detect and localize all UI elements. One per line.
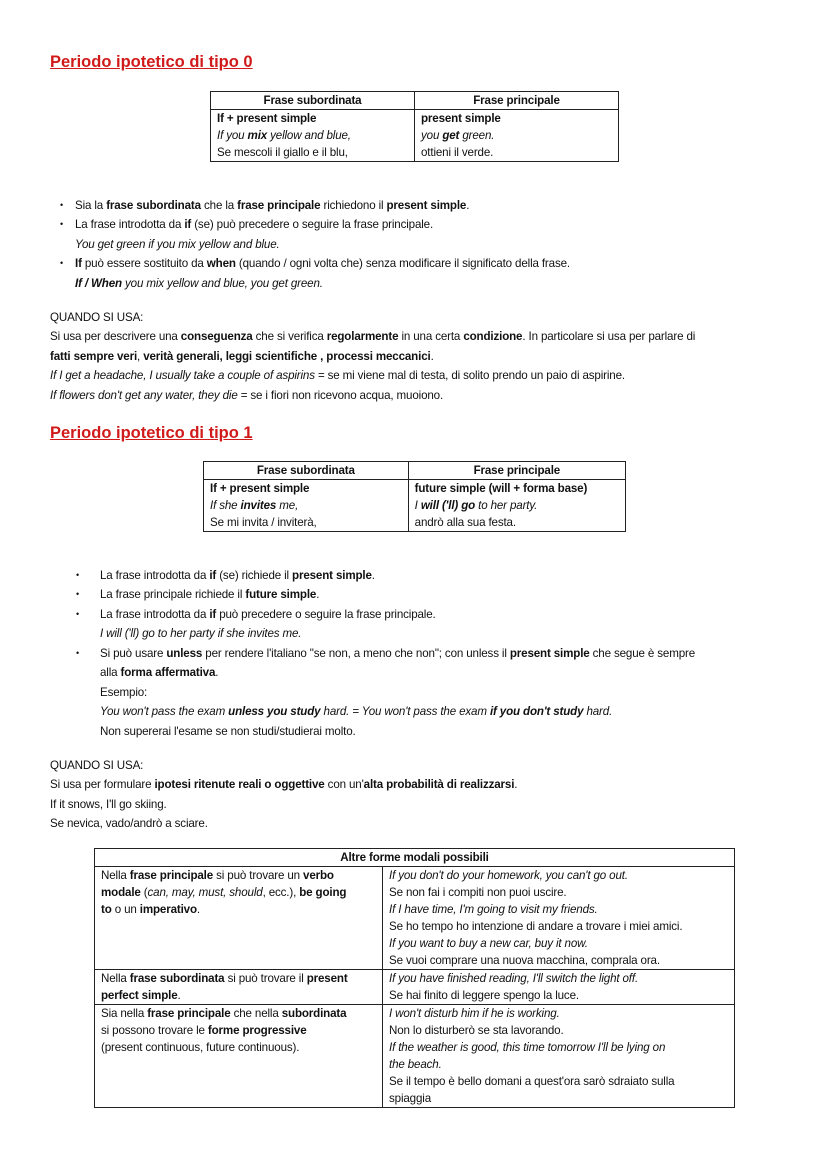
text-run: fatti sempre veri (50, 350, 138, 363)
text-run: . (215, 666, 219, 679)
text-run: forme progressive (207, 1024, 307, 1037)
text-run: frase subordinata (106, 199, 201, 212)
text-run: If flowers don't get any water, they die (50, 389, 238, 402)
table-cell (383, 867, 735, 970)
cell-line (421, 110, 612, 127)
text-run: regolarmente (326, 330, 399, 343)
table-cell (415, 110, 619, 162)
text-run: If you (217, 129, 248, 142)
usage-text (50, 366, 625, 385)
cell-line (389, 987, 728, 1004)
text-run: I (414, 499, 421, 512)
text-run: frase principale (147, 1007, 231, 1020)
text-run: I will ('ll) go to her party if she invites me. (100, 627, 302, 640)
table-cell (95, 970, 383, 1005)
example-text (75, 274, 323, 293)
text-run: when (206, 257, 236, 270)
table-cell (211, 110, 415, 162)
text-run: (quando / ogni volta che) senza modificare il significato della frase. (235, 257, 570, 270)
text-run: (se) può precedere o seguire la frase principale. (191, 218, 434, 231)
usage-text (50, 795, 167, 814)
text-run: alla (100, 666, 121, 679)
text-run: If + present simple (217, 112, 317, 125)
cell-line (421, 127, 612, 144)
text-run: If she (210, 499, 241, 512)
cell-line (389, 918, 728, 935)
table-cell (95, 1005, 383, 1108)
text-run: future simple (will + forma base) (414, 482, 588, 495)
cell-line (389, 867, 728, 884)
cell-line (217, 110, 408, 127)
table-header: Frase principale (415, 92, 619, 110)
text-run: Nella (101, 869, 130, 882)
cell-line (389, 1022, 728, 1039)
text-run: Se mescoli il giallo e il blu, (217, 146, 348, 159)
text-run: Se ho tempo ho intenzione di andare a trovare i miei amici. (389, 920, 683, 933)
table-cell (383, 1005, 735, 1108)
text-run: If it snows, I'll go skiing. (50, 798, 167, 811)
text-run: if you don't study (489, 705, 584, 718)
text-run: frase subordinata (129, 972, 225, 985)
text-run: La frase principale richiede il (100, 588, 246, 601)
table-cell (408, 480, 625, 532)
text-run: present simple (292, 569, 372, 582)
text-run: Si può usare (100, 647, 167, 660)
table-header: Frase principale (408, 462, 625, 480)
text-run: mix (247, 129, 268, 142)
text-run: . (466, 199, 470, 212)
bullet-text (100, 644, 695, 663)
table-cell (383, 970, 735, 1005)
bullet-text (100, 663, 218, 682)
text-run: If you don't do your homework, you can't go out. (389, 869, 628, 882)
text-run: richiedono il (320, 199, 387, 212)
text-run: si possono trovare le (101, 1024, 208, 1037)
text-run: si può trovare un (213, 869, 304, 882)
bullet-text (75, 254, 570, 273)
text-run: . (177, 989, 181, 1002)
text-run: If you want to buy a new car, buy it now. (389, 937, 588, 950)
text-run: If the weather is good, this time tomorrow I'll be lying on (389, 1041, 666, 1054)
text-run: present simple (509, 647, 590, 660)
text-run: Non lo disturberò se sta lavorando. (389, 1024, 564, 1037)
bullet-icon: • (76, 589, 80, 599)
text-run: conseguenza (180, 330, 253, 343)
cell-line (421, 144, 612, 161)
cell-line (101, 884, 376, 901)
text-run: verità generali, leggi scientifiche , processi meccanici (143, 350, 431, 363)
text-run: può precedere o seguire la frase principale. (216, 608, 436, 621)
usage-heading: QUANDO SI USA: (50, 759, 144, 772)
cell-line (210, 497, 402, 514)
modal-forms-table (94, 848, 735, 1108)
cell-line (210, 480, 402, 497)
text-run: Se hai finito di leggere spengo la luce. (389, 989, 579, 1002)
text-run: condizione (463, 330, 523, 343)
text-run: unless you study (228, 705, 321, 718)
cell-line (389, 1073, 728, 1090)
text-run: , ecc.), (262, 886, 300, 899)
text-run: If I get a headache, I usually take a couple of aspirins (50, 369, 315, 382)
cell-line (389, 952, 728, 969)
table-cell (204, 480, 409, 532)
text-run: unless (166, 647, 203, 660)
text-run: to (101, 903, 112, 916)
text-run: future simple (245, 588, 317, 601)
cell-line (210, 514, 402, 531)
cell-line (389, 1056, 728, 1073)
text-run: per rendere l'italiano "se non, a meno che non"; con unless il (202, 647, 510, 660)
text-run: = se i fiori non ricevono acqua, muoiono. (237, 389, 444, 402)
text-run: . In particolare si usa per parlare di (522, 330, 696, 343)
example-text (100, 702, 612, 721)
text-run: imperativo (139, 903, 197, 916)
bullet-icon: • (60, 200, 64, 210)
text-run: will ('ll) go (420, 499, 476, 512)
text-run: you mix yellow and blue, you get green. (121, 277, 323, 290)
text-run: in una certa (398, 330, 464, 343)
text-run: ( (140, 886, 148, 899)
cell-line (101, 1005, 376, 1022)
text-run: , (137, 350, 144, 363)
text-run: forma affermativa (120, 666, 216, 679)
text-run: to her party. (475, 499, 538, 512)
text-run: ipotesi ritenute reali o oggettive (154, 778, 325, 791)
bullet-text (75, 215, 433, 234)
text-run: La frase introdotta da (75, 218, 185, 231)
cell-line (101, 1022, 376, 1039)
text-run: hard. = You won't pass the exam (320, 705, 490, 718)
text-run: Si usa per descrivere una (50, 330, 181, 343)
cell-line (101, 901, 376, 918)
text-run: Se il tempo è bello domani a quest'ora sarò sdraiato sulla (389, 1075, 675, 1088)
cell-line (217, 127, 408, 144)
text-run: alta probabilità di realizzarsi (363, 778, 515, 791)
usage-text (50, 775, 517, 794)
bullet-icon: • (60, 258, 64, 268)
bullet-icon: • (60, 219, 64, 229)
bullet-icon: • (76, 609, 80, 619)
text-run: present simple (421, 112, 501, 125)
text-run: you (421, 129, 443, 142)
cell-line (389, 1090, 728, 1107)
text-run: green. (459, 129, 495, 142)
text-run: be going (299, 886, 347, 899)
table-cell (95, 867, 383, 970)
cell-line (101, 867, 376, 884)
table-header: Frase subordinata (211, 92, 415, 110)
text-run: perfect simple (101, 989, 178, 1002)
text-run: If I have time, I'm going to visit my friends. (389, 903, 598, 916)
usage-text (50, 814, 208, 833)
text-run: . (430, 350, 434, 363)
text-run: verbo (303, 869, 334, 882)
text-run: che si verifica (252, 330, 327, 343)
text-run: andrò alla sua festa. (414, 516, 516, 529)
text-run: present simple (386, 199, 467, 212)
text-run: Se mi invita / inviterà, (210, 516, 317, 529)
text-run: con un' (324, 778, 364, 791)
cell-line (415, 514, 619, 531)
cell-line (415, 497, 619, 514)
text-run: if (184, 218, 192, 231)
text-run: La frase introdotta da (100, 608, 210, 621)
text-run: frase principale (129, 869, 214, 882)
text-run: if (209, 608, 217, 621)
text-run: . (196, 903, 200, 916)
text-run: che la (200, 199, 238, 212)
text-run: . (371, 569, 375, 582)
text-run: = se mi viene mal di testa, di solito prendo un paio di aspirine. (314, 369, 625, 382)
text-run: Si usa per formulare (50, 778, 155, 791)
text-run: Sia la (75, 199, 107, 212)
section-title-tipo-1: Periodo ipotetico di tipo 1 (50, 424, 253, 442)
text-run: present (306, 972, 348, 985)
text-run: ottieni il verde. (421, 146, 494, 159)
text-run: invites (240, 499, 277, 512)
text-run: You get green if you mix yellow and blue. (75, 238, 280, 251)
text-run: Se vuoi comprare una nuova macchina, comprala ora. (389, 954, 660, 967)
cell-line (389, 935, 728, 952)
text-run: . (316, 588, 320, 601)
usage-text (50, 327, 695, 346)
cell-line (389, 884, 728, 901)
cell-line (101, 970, 376, 987)
text-run: o un (111, 903, 140, 916)
text-run: hard. (583, 705, 613, 718)
text-run: (present continuous, future continuous). (101, 1041, 300, 1054)
example-label (100, 683, 147, 702)
text-run: La frase introdotta da (100, 569, 210, 582)
bullet-text (75, 196, 469, 215)
bullet-text (100, 605, 436, 624)
bullet-icon: • (76, 570, 80, 580)
cell-line (389, 901, 728, 918)
bullet-icon: • (76, 648, 80, 658)
bullet-text (100, 566, 375, 585)
text-run: spiaggia (389, 1092, 431, 1105)
text-run: subordinata (281, 1007, 347, 1020)
example-text (100, 624, 301, 643)
text-run: I won't disturb him if he is working. (389, 1007, 560, 1020)
text-run: If + present simple (210, 482, 310, 495)
cell-line (389, 970, 728, 987)
text-run: che nella (230, 1007, 282, 1020)
text-run: If / When (75, 277, 122, 290)
tipo-0-table (210, 91, 619, 162)
text-run: Se non fai i compiti non puoi uscire. (389, 886, 567, 899)
text-run: si può trovare il (224, 972, 307, 985)
text-run: You won't pass the exam (100, 705, 229, 718)
usage-text (50, 386, 443, 405)
text-run: Se nevica, vado/andrò a sciare. (50, 817, 208, 830)
example-text (75, 235, 280, 254)
cell-line (415, 480, 619, 497)
tipo-1-table (203, 461, 626, 532)
bullet-text (100, 585, 319, 604)
section-title-tipo-0: Periodo ipotetico di tipo 0 (50, 53, 253, 71)
cell-line (101, 1039, 376, 1056)
text-run: modale (101, 886, 141, 899)
text-run: yellow and blue, (267, 129, 351, 142)
cell-line (389, 1005, 728, 1022)
text-run: Esempio: (100, 686, 148, 699)
text-run: frase principale (237, 199, 321, 212)
text-run: Nella (101, 972, 130, 985)
cell-line (389, 1039, 728, 1056)
text-run: If you have finished reading, I'll switch the light off. (389, 972, 639, 985)
usage-text (50, 347, 434, 366)
cell-line (101, 987, 376, 1004)
usage-heading: QUANDO SI USA: (50, 311, 144, 324)
text-run: me, (276, 499, 299, 512)
table-header: Frase subordinata (204, 462, 409, 480)
text-run: If (75, 257, 82, 270)
text-run: . (514, 778, 518, 791)
text-run: Sia nella (101, 1007, 148, 1020)
text-run: if (209, 569, 217, 582)
text-run: (se) richiede il (216, 569, 293, 582)
text-run: che segue è sempre (589, 647, 696, 660)
text-run: Non supererai l'esame se non studi/studierai molto. (100, 725, 356, 738)
text-run: can, may, must, should (147, 886, 263, 899)
text-run: get (442, 129, 460, 142)
text-run: the beach. (389, 1058, 442, 1071)
text-run: può essere sostituito da (81, 257, 207, 270)
table-header: Altre forme modali possibili (95, 849, 735, 867)
example-translation (100, 722, 356, 741)
cell-line (217, 144, 408, 161)
